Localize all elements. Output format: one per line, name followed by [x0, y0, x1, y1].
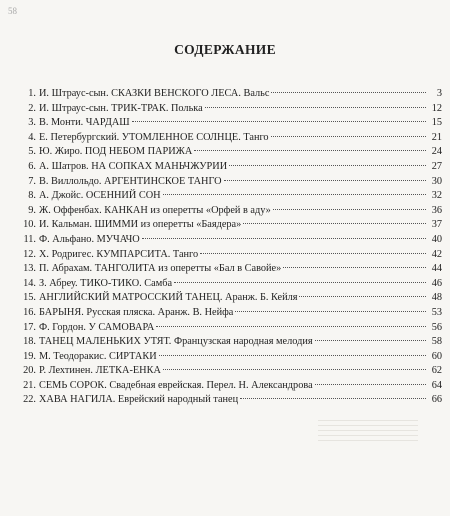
toc-entry-number: 20. [23, 365, 36, 377]
toc-entry [18, 234, 442, 249]
toc-entry-title: И. Штраус-сын. ТРИК-ТРАК. Полька [39, 102, 203, 114]
toc-entry [18, 132, 442, 147]
toc-entry-number: 17. [23, 321, 36, 333]
toc-entry-page: 21 [431, 131, 442, 143]
toc-entry-title: Х. Родригес. КУМПАРСИТА. Танго [39, 248, 199, 260]
toc-entry-page: 32 [431, 190, 442, 202]
toc-entry [18, 190, 442, 205]
toc-entry-page: 58 [431, 336, 442, 348]
toc-entry [18, 263, 442, 278]
toc-entry-page: 53 [431, 306, 442, 318]
toc-entry-page: 40 [431, 233, 442, 245]
toc-entry-number: 22. [23, 394, 36, 406]
dot-leader [235, 311, 426, 312]
toc-entry-number: 1. [28, 88, 36, 99]
toc-entry-number: 14. [23, 277, 36, 289]
toc-entry [18, 278, 442, 293]
toc-entry-page: 56 [431, 321, 442, 333]
toc-entry-title: М. Теодоракис. СИРТАКИ [39, 350, 157, 362]
dot-leader [194, 150, 426, 151]
toc-entry-title: Ю. Жиро. ПОД НЕБОМ ПАРИЖА [39, 146, 193, 158]
toc-entry-title: И. Штраус-сын. СКАЗКИ ВЕНСКОГО ЛЕСА. Вальс [39, 88, 270, 99]
toc-entry-title: Ф. Альфано. МУЧАЧО [39, 233, 140, 245]
toc-entry-number: 6. [28, 160, 36, 172]
toc-entry-number: 12. [23, 248, 36, 260]
toc-entry [18, 336, 442, 351]
dot-leader [174, 282, 426, 283]
dot-leader [229, 165, 426, 166]
toc-entry [18, 292, 442, 307]
toc-entry-number: 9. [28, 204, 36, 216]
toc-entry-page: 37 [431, 219, 442, 231]
toc-entry [18, 161, 442, 176]
toc-entry-number: 15. [23, 292, 36, 304]
toc-entry [18, 322, 442, 337]
dot-leader [243, 223, 426, 224]
toc-entry-page: 30 [431, 175, 442, 187]
toc-entry-title: З. Абреу. ТИКО-ТИКО. Самба [39, 277, 173, 289]
toc-entry-page: 27 [431, 160, 442, 172]
toc-entry [18, 380, 442, 395]
toc-entry-title: БАРЫНЯ. Русская пляска. Аранж. В. Нейфа [39, 306, 234, 318]
toc-entry-page: 46 [431, 277, 442, 289]
toc-entry [18, 88, 442, 103]
toc-entry-page: 62 [431, 365, 442, 377]
toc-entry-title: А. Джойс. ОСЕННИЙ СОН [39, 190, 161, 202]
toc-entry-page: 36 [431, 204, 442, 216]
toc-entry-number: 7. [28, 175, 36, 187]
toc-entry-number: 11. [23, 233, 36, 245]
toc-entry-number: 2. [28, 102, 36, 114]
dot-leader [142, 238, 426, 239]
toc-entry-page: 60 [431, 350, 442, 362]
toc-entry-number: 5. [28, 146, 36, 158]
dot-leader [315, 340, 426, 341]
toc-entry-number: 8. [28, 190, 36, 202]
toc-entry-number: 16. [23, 306, 36, 318]
toc-entry-page: 12 [431, 102, 442, 114]
toc-entry [18, 249, 442, 264]
faint-music-staff [318, 420, 418, 445]
toc-entry [18, 219, 442, 234]
dot-leader [132, 121, 426, 122]
toc-entry [18, 351, 442, 366]
toc-entry-number: 3. [28, 117, 36, 129]
page-title: СОДЕРЖАНИЕ [174, 42, 276, 57]
toc-entry-page: 15 [431, 117, 442, 129]
toc-entry-page: 64 [431, 379, 442, 391]
toc-entry-title: СЕМЬ СОРОК. Свадебная еврейская. Перел. Н. Александрова [39, 379, 313, 391]
toc-entry-title: ТАНЕЦ МАЛЕНЬКИХ УТЯТ. Французская народная мелодия [39, 336, 313, 348]
dot-leader [271, 136, 426, 137]
toc-entry-title: Е. Петербургский. УТОМЛЕННОЕ СОЛНЦЕ. Танго [39, 131, 269, 143]
toc-entry [18, 307, 442, 322]
dot-leader [205, 107, 426, 108]
toc-entry-title: АНГЛИЙСКИЙ МАТРОССКИЙ ТАНЕЦ. Аранж. Б. Кейля [39, 292, 298, 304]
toc-entry-title: П. Абрахам. ТАНГОЛИТА из оперетты «Бал в Савойе» [39, 263, 282, 275]
toc-entry-title: В. Монти. ЧАРДАШ [39, 117, 130, 129]
toc-entry-page: 24 [431, 146, 442, 158]
toc-entry [18, 146, 442, 161]
toc-entry [18, 117, 442, 132]
toc-entry [18, 205, 442, 220]
toc-entry-number: 21. [23, 379, 36, 391]
toc-entry-title: Ф. Гордон. У САМОВАРА [39, 321, 155, 333]
toc-entry-number: 19. [23, 350, 36, 362]
toc-entry-number: 13. [23, 263, 36, 275]
toc-entry [18, 394, 442, 409]
toc-entry-page: 44 [431, 263, 442, 275]
dot-leader [159, 355, 426, 356]
dot-leader [163, 194, 426, 195]
dot-leader [240, 398, 426, 399]
dot-leader [273, 209, 426, 210]
toc-entry-page: 3 [436, 88, 442, 99]
toc-entry-title: В. Виллольдо. АРГЕНТИНСКОЕ ТАНГО [39, 175, 222, 187]
toc-entry-title: Р. Лехтинен. ЛЕТКА-ЕНКА [39, 365, 161, 377]
dot-leader [315, 384, 426, 385]
toc-entry-page: 66 [431, 394, 442, 406]
dot-leader [200, 253, 426, 254]
toc-entry-number: 18. [23, 336, 36, 348]
corner-page-mark: 58 [8, 6, 17, 16]
toc-entry-page: 48 [431, 292, 442, 304]
dot-leader [224, 180, 426, 181]
toc-entry-title: Ж. Оффенбах. КАНКАН из оперетты «Орфей в аду» [39, 204, 271, 216]
toc-entry [18, 103, 442, 118]
dot-leader [156, 326, 426, 327]
dot-leader [271, 92, 426, 93]
toc-entry [18, 176, 442, 191]
dot-leader [163, 369, 426, 370]
table-of-contents [18, 88, 442, 409]
toc-entry-number: 4. [28, 131, 36, 143]
toc-entry [18, 365, 442, 380]
dot-leader [283, 267, 426, 268]
toc-entry-page: 42 [431, 248, 442, 260]
toc-entry-title: А. Шатров. НА СОПКАХ МАНЬЧЖУРИИ [39, 160, 228, 172]
toc-entry-title: ХАВА НАГИЛА. Еврейский народный танец [39, 394, 239, 406]
toc-entry-title: И. Кальман. ШИММИ из оперетты «Баядера» [39, 219, 242, 231]
dot-leader [299, 296, 426, 297]
toc-entry-number: 10. [23, 219, 36, 231]
